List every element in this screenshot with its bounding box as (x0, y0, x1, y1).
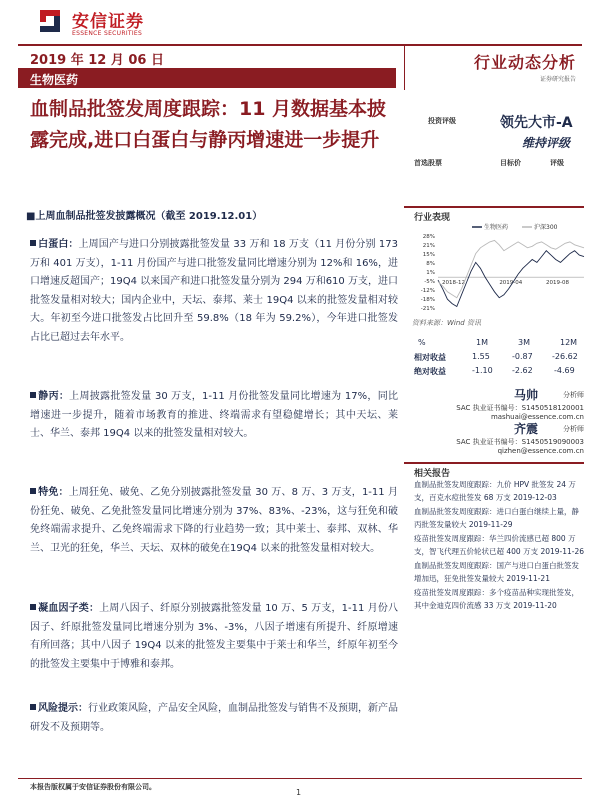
rating-bar-stock: 首选股票 (414, 159, 442, 167)
rating-label: 投资评级 (428, 117, 456, 125)
y-tick-label: -12% (420, 288, 435, 294)
legend-label: 沪深300 (534, 224, 558, 231)
related-item[interactable]: 血制品批签发周度跟踪：进口白蛋白继续上量，静丙批签发量较大 2019-11-29 (414, 507, 579, 529)
analyst-name: 马帅 (513, 388, 538, 402)
related-rule (404, 462, 584, 464)
paragraph-text: 行业政策风险，产品安全风险，血制品批签发与销售不及预期，新产品研发不及预期等。 (30, 703, 398, 733)
analyst-sac: SAC 执业证书编号：S1450519090003 (456, 438, 584, 446)
paragraph-albumin (30, 236, 398, 347)
paragraph-text: 上周国产与进口分别披露批签发量 33 万和 18 万支（11 月份分别 173 万和 401 万支），1-11 月份国产与进口批签发量同比增速分别为 12%和 16%，进口增速反超国产；19Q4 以来国产和进口批签发量分别为 294 万和610 万支，进口批签发量相对较大；国内企业中，天坛、泰邦、莱士 19Q4 以来的批签发量相对较大。年初至今进口批签发占比回升至 59.8%（18 年为 59.2%），今年进口批签发占比已超过去年水平。 (30, 239, 398, 343)
top-rule (18, 44, 582, 46)
paragraph-label: 特免： (38, 487, 69, 498)
rating-bar-rating: 评级 (550, 159, 564, 167)
table-header: % (418, 338, 426, 347)
x-tick-label: 2018-12 (442, 280, 465, 287)
performance-title: 行业表现 (414, 213, 451, 223)
brand-name-cn: 安信证券 (72, 12, 144, 32)
y-tick-label: 1% (426, 270, 435, 276)
legend-label: 生物医药 (484, 224, 509, 231)
related-item[interactable]: 血制品批签发周度跟踪：国产与进口白蛋白批签发增加迅，狂免批签发量较大 2019-11-21 (414, 561, 579, 583)
bullet-icon (30, 704, 36, 710)
bullet-icon (30, 604, 36, 610)
bullet-icon (30, 488, 36, 494)
table-cell: -1.10 (472, 366, 493, 375)
table-row (414, 366, 584, 380)
logo-icon (36, 6, 64, 36)
bullet-icon (30, 240, 36, 246)
report-type: 行业动态分析 (473, 53, 576, 72)
table-cell: -4.69 (554, 366, 575, 375)
brand-name-en: ESSENCE SECURITIES (72, 30, 143, 37)
y-tick-label: 28% (422, 234, 435, 240)
paragraph-coagulation (30, 600, 398, 674)
rating-keep: 维持评级 (522, 136, 571, 150)
table-cell: -26.62 (552, 352, 578, 361)
table-header-row (414, 338, 584, 352)
rating-bar-target: 目标价 (500, 159, 521, 167)
header-divider (404, 46, 405, 90)
analyst-role: 分析师 (563, 425, 584, 433)
table-row (414, 352, 584, 366)
section-heading: ■上周血制品批签发披露概况（截至 2019.12.01） (26, 211, 263, 222)
table-cell: -2.62 (512, 366, 533, 375)
paragraph-ivig (30, 388, 398, 444)
x-tick-label: 2019-04 (499, 280, 523, 287)
analyst-name: 齐震 (513, 422, 538, 436)
page-number: 1 (296, 788, 302, 797)
related-item[interactable]: 血制品批签发周度跟踪：九价 HPV 批签发 24 万支，百克水痘批签发 68 万支 2019-12-03 (414, 480, 576, 502)
related-list (414, 478, 586, 613)
footer-text: 本报告版权属于安信证券股份有限公司。 (30, 783, 156, 791)
y-tick-label: -5% (424, 279, 435, 285)
y-tick-label: 8% (426, 261, 435, 267)
analyst-email[interactable]: mashuai@essence.com.cn (490, 413, 584, 421)
y-tick-label: -21% (420, 306, 435, 312)
related-item[interactable]: 疫苗批签发周度跟踪：华兰四价流感已超 800 万支，智飞代理五价轮状已超 400 万支 2019-11-26 (414, 534, 585, 556)
analyst-role: 分析师 (563, 391, 584, 399)
paragraph-text: 上周披露批签发量 30 万支，1-11 月份批签发量同比增速为 17%，同比增速进一步提升，随着市场教育的推进、终端需求有望稳健增长；其中天坛、莱士、华兰、泰邦 19Q4 以来的批签发量相对较大。 (30, 391, 398, 439)
table-header: 1M (476, 338, 488, 347)
footer-rule (18, 778, 582, 779)
paragraph-text: 上周八因子、纤原分别披露批签发量 10 万、5 万支，1-11 月份八因子、纤原批签发量同比增速分别为 3%、-3%，八因子增速有所提升、纤原增速有所回落；其中八因子 19Q4 以来的批签发主要集中于莱士和华兰，纤原年初至今的批签发主要集中于博雅和泰邦。 (30, 603, 399, 670)
y-tick-label: 21% (422, 243, 435, 249)
paragraph-label: 白蛋白： (38, 239, 79, 250)
page-title: 血制品批签发周度跟踪：11 月数据基本披露完成,进口白蛋白与静丙增速进一步提升 (30, 98, 387, 151)
related-item[interactable]: 疫苗批签发周度跟踪：多个疫苗品种实现批签发，其中金迪克四价流感 33 万支 2019-11-20 (414, 588, 579, 610)
table-header: 12M (560, 338, 578, 347)
y-tick-label: -18% (420, 297, 435, 303)
bullet-icon (30, 392, 36, 398)
analyst-card (420, 420, 584, 460)
x-tick-label: 2019-08 (546, 280, 570, 287)
performance-chart (412, 222, 588, 318)
table-row-label: 绝对收益 (414, 367, 446, 376)
report-subtitle: 证券研究报告 (539, 76, 576, 83)
analyst-sac: SAC 执业证书编号：S1450518120001 (456, 404, 584, 412)
paragraph-label: 凝血因子类： (38, 603, 100, 614)
performance-rule (404, 206, 584, 208)
table-row-label: 相对收益 (414, 353, 446, 362)
rating-bar (404, 156, 584, 170)
paragraph-risk (30, 700, 398, 737)
sector-label: 生物医药 (30, 73, 79, 87)
analyst-email[interactable]: qizhen@essence.com.cn (497, 447, 584, 455)
paragraph-label: 静丙： (38, 391, 70, 402)
table-cell: 1.55 (472, 352, 490, 361)
rating-value: 领先大市-A (500, 115, 573, 131)
performance-table (414, 338, 584, 380)
chart-source: 资料来源：Wind 资讯 (412, 319, 481, 327)
report-date: 2019 年 12 月 06 日 (30, 53, 164, 68)
paragraph-text: 上周狂免、破免、乙免分别披露批签发量 30 万、8 万、3 万支，1-11 月份狂免、破免、乙免批签发量同比增速分别为 37%、83%、-23%，这与狂免和破免终端需求提升、乙免终端需求下降的行业趋势一致；其中莱士、泰邦、双林、华兰、卫光的狂免，华兰、天坛、双林的破免在19Q4 以来的批签发量相对较大。 (30, 487, 398, 554)
paragraph-label: 风险提示： (38, 703, 88, 714)
company-logo (36, 6, 186, 40)
table-cell: -0.87 (512, 352, 533, 361)
y-tick-label: 15% (422, 252, 435, 258)
series-line-hs300 (438, 240, 584, 297)
paragraph-special-ig (30, 484, 398, 558)
related-title: 相关报告 (414, 469, 451, 479)
performance-chart-svg (412, 222, 588, 318)
series-line-biomed (438, 251, 584, 307)
table-header: 3M (518, 338, 530, 347)
